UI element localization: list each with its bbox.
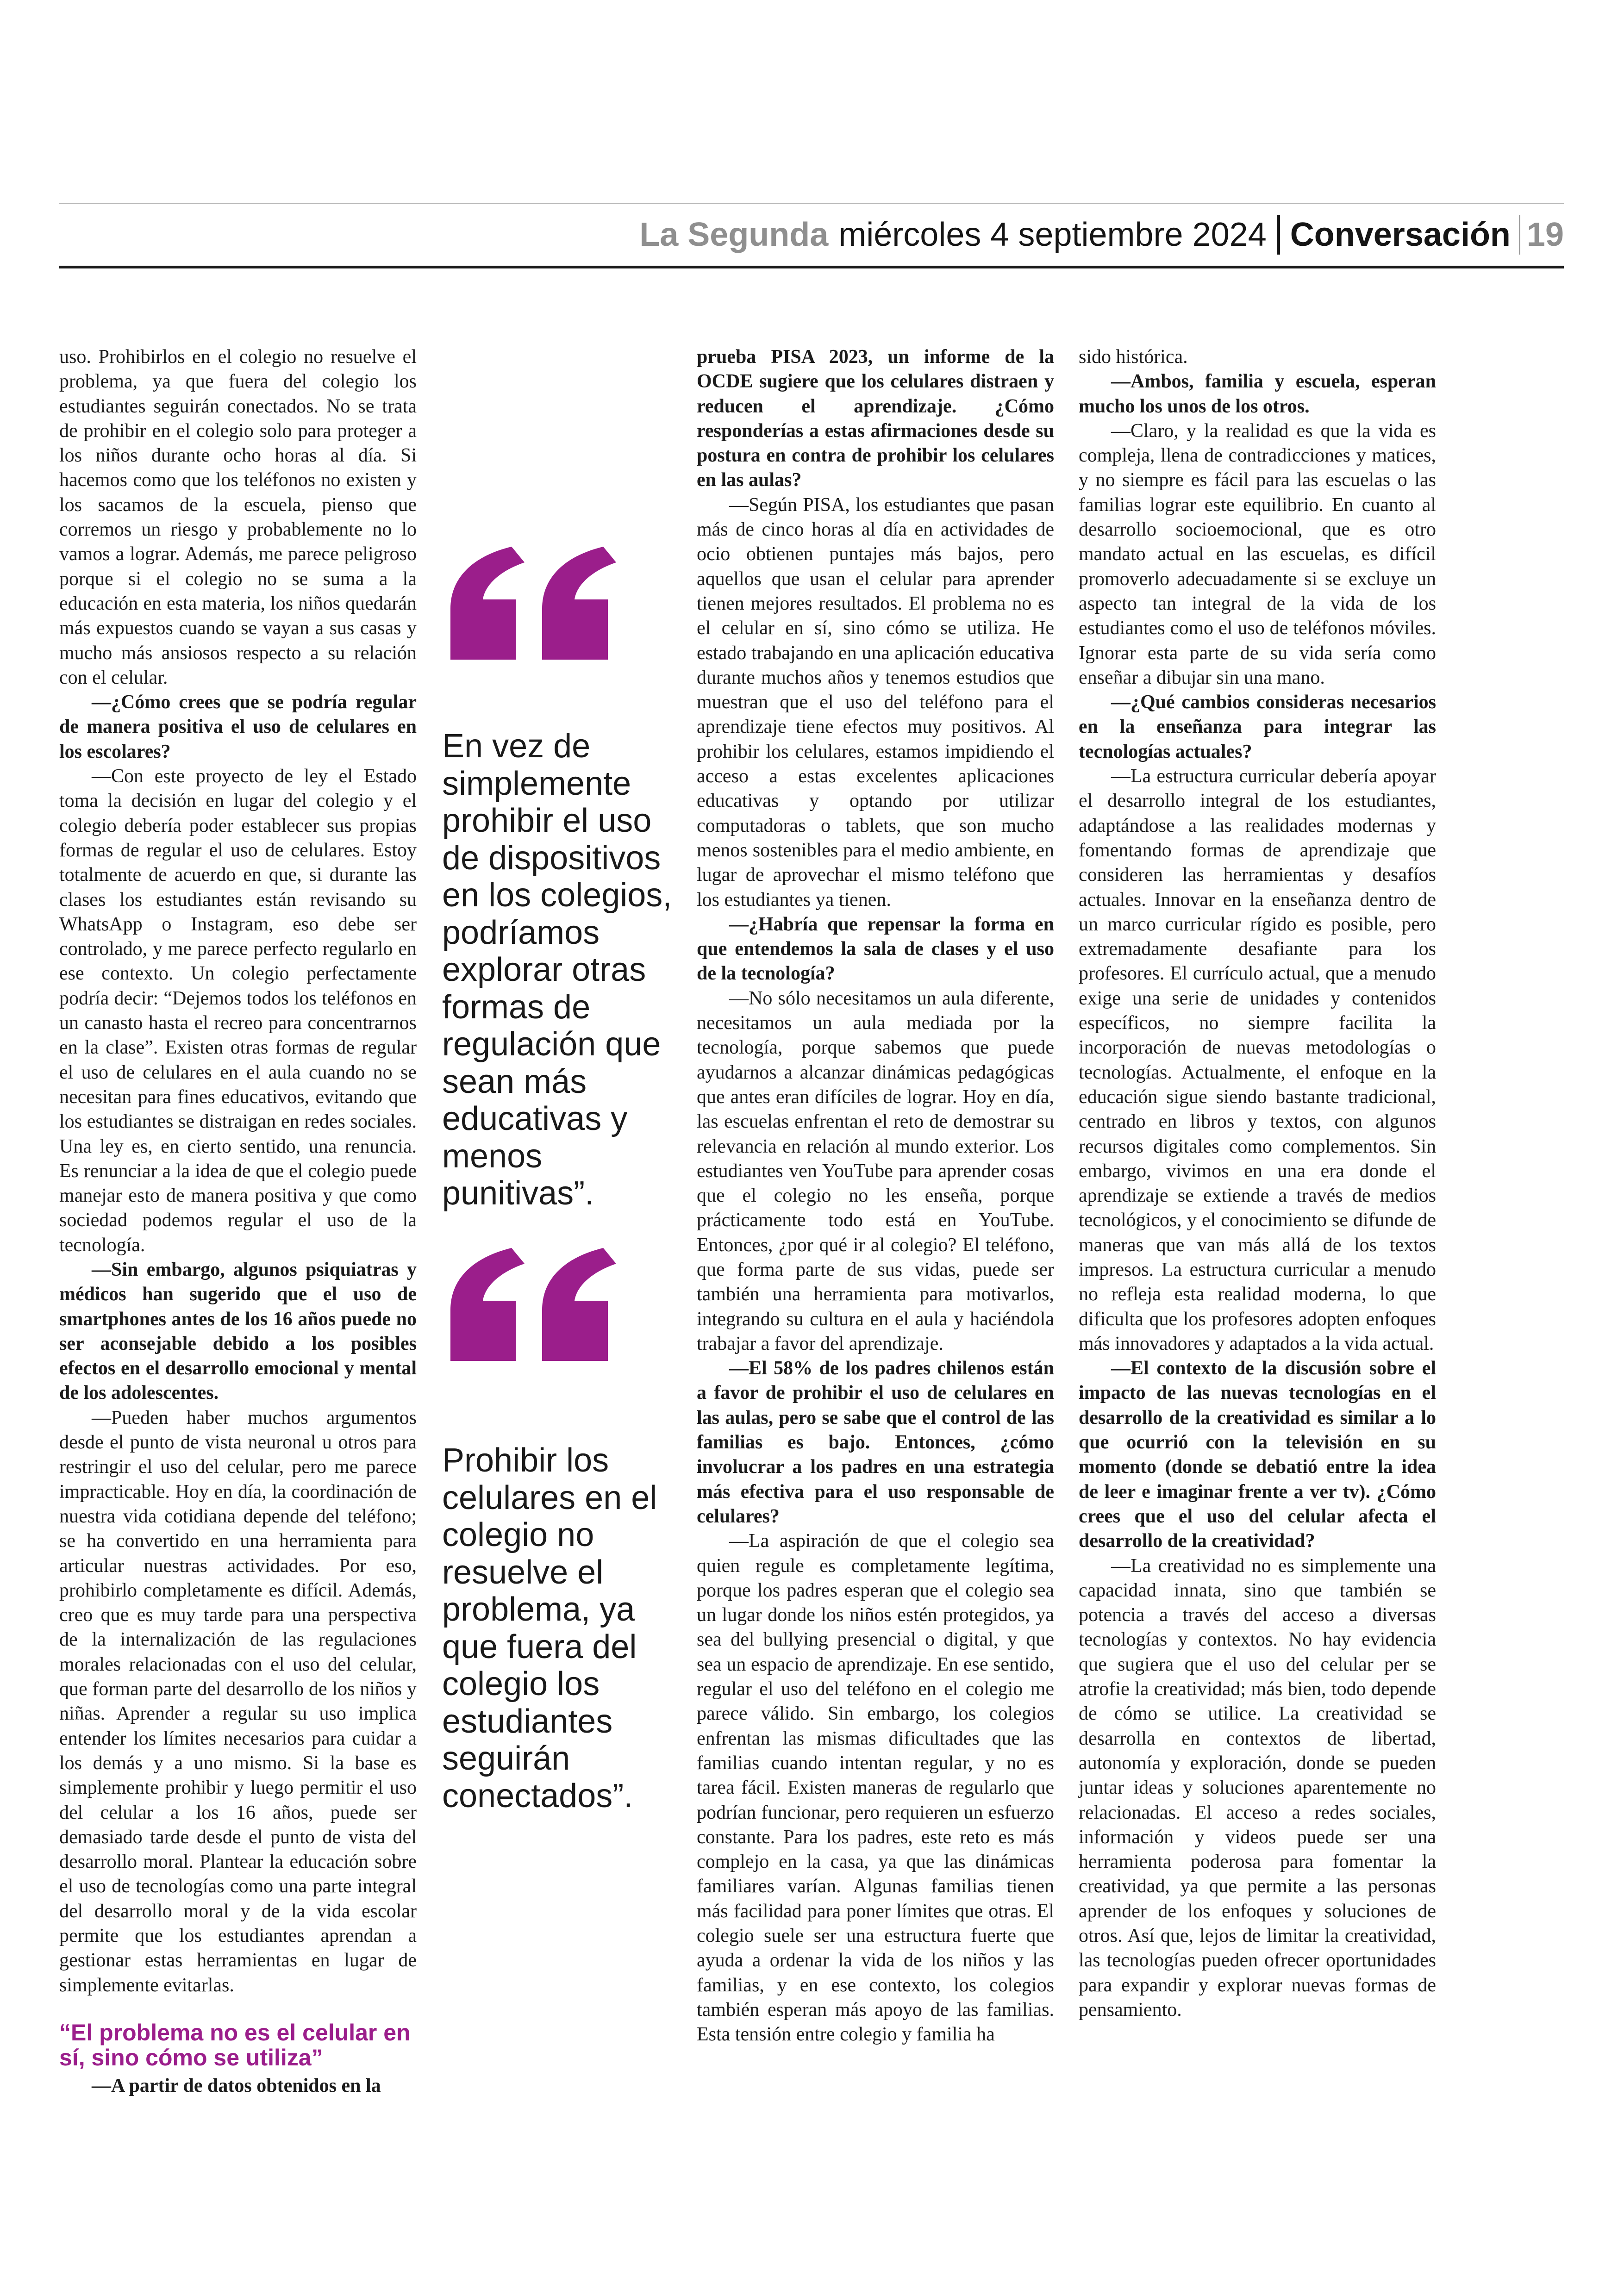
body-paragraph: —La creatividad no es simplemente una capacidad innata, sino que también se potencia a través del acceso a diversas tecnologías y contextos. No hay evidencia que sugiera que el uso del celular per se atrofie la creatividad; más bien, todo depende de cómo se utilice. La creatividad se desarrolla en contextos de libertad, autonomía y exploración, donde se pueden juntar ideas y soluciones aparentemente no relacionadas. El acceso a redes sociales, información y videos puede ser una herramienta poderosa para fomentar la creatividad, ya que permite a las personas aprender de los enfoques y soluciones de otros. Así que, lejos de limitar la creatividad, las tecnologías pueden ofrecer oportunidades para expandir y explorar nuevas formas de pensamiento. (1079, 1555, 1436, 2021)
body-paragraph: —La estructura curricular debería apoyar el desarrollo integral de los estudiantes, adaptándose a las realidades modernas y fomentando formas de aprendizaje que consideren las herramientas y desafíos actuales. Innovar en la enseñanza dentro de un marco curricular rígido es posible, pero extremadamente desafiante para los profesores. El currículo actual, que a menudo exige una serie de unidades y contenidos específicos, no siempre facilita la incorporación de nuevas metodologías o tecnologías. Actualmente, el enfoque en la educación sigue siendo bastante tradicional, centrado en libros y textos, con algunos recursos digitales como complementos. Sin embargo, vivimos en una era donde el aprendizaje se extiende a través de medios tecnológicos, y el conocimiento se difunde de maneras que van más allá de los textos impresos. La estructura curricular a menudo no refleja esta realidad moderna, lo que dificulta que los profesores adopten enfoques más innovadores y adaptados a la vida actual. (1079, 766, 1436, 1354)
article-column-3 (697, 345, 1054, 2047)
body-paragraph: —Con este proyecto de ley el Estado toma la decisión en lugar del colegio y el colegio debería poder establecer sus propias formas de regular el uso de celulares. Estoy totalmente de acuerdo en que, si durante las clases los estudiantes están revisando su WhatsApp o Instagram, eso debe ser controlado, y me parece perfecto regularlo en ese contexto. Un colegio perfectamente podría decir: “Dejemos todos los teléfonos en un canasto hasta el recreo para concentrarnos en la clase”. Existen otras formas de regular el uso de celulares en el aula cuando no se necesitan para fines educativos, evitando que los estudiantes se distraigan en redes sociales. Una ley es, en cierto sentido, una renuncia. Es renunciar a la idea de que el colegio puede manejar esto de manera positiva y que como sociedad podemos regular el uso de la tecnología. (59, 766, 417, 1256)
body-paragraph: —No sólo necesitamos un aula diferente, necesitamos un aula mediada por la tecnología, porque sabemos que puede ayudarnos a alcanzar dinámicas pedagógicas que antes eran difíciles de lograr. Hoy en día, las escuelas enfrentan el reto de demostrar su relevancia en relación al mundo exterior. Los estudiantes ven YouTube para aprender cosas que el colegio no les enseña, porque prácticamente todo está en YouTube. Entonces, ¿por qué ir al colegio? El teléfono, que forma parte de sus vidas, puede ser también una herramienta para motivarlos, integrando su cultura en el aula y haciéndola trabajar a favor del aprendizaje. (697, 987, 1054, 1354)
body-paragraph: —Según PISA, los estudiantes que pasan más de cinco horas al día en actividades de ocio obtienen puntajes más bajos, pero aquellos que usan el celular para aprender tienen mejores resultados. El problema no es el celular en sí, sino cómo se utiliza. He estado trabajando en una aplicación educativa durante muchos años y tenemos estudios que muestran que el uso del teléfono para el aprendizaje tiene efectos muy positivos. Al prohibir los celulares, estamos impidiendo el acceso a estas excelentes aplicaciones educativas y optando por utilizar computadoras o tablets, que son mucho menos sostenibles para el medio ambiente, en lugar de aprovechar el mismo teléfono que los estudiantes ya tienen. (697, 494, 1054, 911)
page-number: 19 (1526, 216, 1564, 253)
quote-mark-icon (442, 1245, 618, 1366)
header-top-rule (59, 203, 1564, 204)
interview-question: —El 58% de los padres chilenos están a favor de prohibir el uso de celulares en las aulas, pero se sabe que el control de las familias es bajo. Entonces, ¿cómo involucrar a los padres en una estrategia más efectiva para el uso responsable de celulares? (697, 1358, 1054, 1527)
interview-question: —El contexto de la discusión sobre el impacto de las nuevas tecnologías en el desarrollo de la creatividad es similar a lo que ocurrió con la televisión en su momento (donde se debatió entre la idea de leer e imaginar frente a ver tv). ¿Cómo crees que el uso del celular afecta el desarrollo de la creatividad? (1079, 1358, 1436, 1552)
interview-question: —¿Qué cambios consideras necesarios en la enseñanza para integrar las tecnologías actuales? (1079, 692, 1436, 762)
article-subheading: “El problema no es el celular en sí, sino cómo se utiliza” (59, 2019, 411, 2070)
body-paragraph: —Claro, y la realidad es que la vida es compleja, llena de contradicciones y matices, y no siempre es fácil para las escuelas o las familias lograr este equilibrio. En cuanto al desarrollo socioemocional, que es otro mandato actual en las escuelas, es difícil promoverlo adecuadamente si se excluye un aspecto tan integral de la vida de los estudiantes como el uso de teléfonos móviles. Ignorar esta parte de su vida sería como enseñar a dibujar sin una mano. (1079, 420, 1436, 688)
section-name: Conversación (1290, 216, 1511, 253)
pull-quote-1: En vez de simplemente prohibir el uso de dispositivos en los colegios, podríamos explorar otras formas de regulación que sean más educativas y menos punitivas”. (442, 728, 672, 1212)
interview-question: —Ambos, familia y escuela, esperan mucho los unos de los otros. (1079, 371, 1436, 417)
header-separator (1277, 215, 1280, 255)
issue-date: miércoles 4 septiembre 2024 (838, 216, 1267, 253)
body-paragraph: —Pueden haber muchos argumentos desde el punto de vista neuronal u otros para restringir el uso del celular, pero me parece impracticable. Hoy en día, la coordinación de nuestra vida cotidiana depende del teléfono; se ha convertido en una herramienta para articular nuestras actividades. Por eso, prohibirlo completamente es difícil. Además, creo que es muy tarde para una perspectiva de la internalización de las regulaciones morales relacionadas con el uso del celular, que forman parte del desarrollo de los niños y niñas. Aprender a regular su uso implica entender los límites necesarios para cuidar a los demás y a uno mismo. Si la base es simplemente prohibir y luego permitir el uso del celular a los 16 años, puede ser demasiado tarde desde el punto de vista del desarrollo moral. Plantear la educación sobre el uso de tecnologías como una parte integral del desarrollo moral y de la vida escolar permite que los estudiantes aprendan a gestionar estas herramientas en lugar de simplemente evitarlas. (59, 1407, 417, 1996)
header-bottom-rule (59, 266, 1564, 268)
quote-mark-icon (442, 544, 618, 664)
newspaper-brand: La Segunda (639, 216, 829, 253)
interview-question: —A partir de datos obtenidos en la (92, 2075, 381, 2096)
interview-question: —Sin embargo, algunos psiquiatras y médicos han sugerido que el uso de smartphones antes de los 16 años puede no ser aconsejable debido a los posibles efectos en el desarrollo emocional y mental de los adolescentes. (59, 1259, 417, 1404)
interview-question: prueba PISA 2023, un informe de la OCDE sugiere que los celulares distraen y reducen el aprendizaje. ¿Cómo responderías a estas afirmaciones desde su postura en contra de prohibir los celulares en las aulas? (697, 346, 1054, 491)
interview-question: —¿Cómo crees que se podría regular de manera positiva el uso de celulares en los escolares? (59, 692, 417, 762)
article-column-4 (1079, 345, 1436, 2022)
body-paragraph: —La aspiración de que el colegio sea quien regule es completamente legítima, porque los padres esperan que el colegio sea un lugar donde los niños estén protegidos, ya sea del bullying presencial o digital, y que sea un espacio de aprendizaje. En ese sentido, regular el uso del teléfono en el colegio me parece válido. Sin embargo, los colegios enfrentan las mismas dificultades que las familias cuando intentan regular, y no es tarea fácil. Existen maneras de regularlo que podrían funcionar, pero requieren un esfuerzo constante. Para los padres, este reto es más complejo en la casa, ya que las dinámicas familiares varían. Algunas familias tienen más facilidad para poner límites que otras. El colegio suele ser una estructura fuerte que ayuda a ordenar la vida de los niños y las familias, y en ese contexto, los colegios también esperan más apoyo de las familias. Esta tensión entre colegio y familia ha (697, 1530, 1054, 2046)
article-column-1 (59, 345, 417, 2098)
page-header (59, 207, 1564, 262)
body-paragraph: sido histórica. (1079, 346, 1188, 368)
header-separator-thin (1519, 215, 1520, 255)
body-paragraph: uso. Prohibirlos en el colegio no resuelve el problema, ya que fuera del colegio los estudiantes seguirán conectados. No se trata de prohibir en el colegio solo para proteger a los niños durante ocho horas al día. Si hacemos como que los teléfonos no existen y los sacamos de la escuela, pienso que corremos un riesgo y probablemente no lo vamos a lograr. Además, me parece peligroso porque si el colegio no se suma a la educación en esta materia, los niños quedarán más expuestos cuando se vayan a sus casas y mucho más ansiosos respecto a su relación con el celular. (59, 346, 417, 688)
pull-quote-2: Prohibir los celulares en el colegio no resuelve el problema, ya que fuera del colegio los estudiantes seguirán conectados”. (442, 1442, 657, 1815)
interview-question: —¿Habría que repensar la forma en que entendemos la sala de clases y el uso de la tecnología? (697, 913, 1054, 985)
